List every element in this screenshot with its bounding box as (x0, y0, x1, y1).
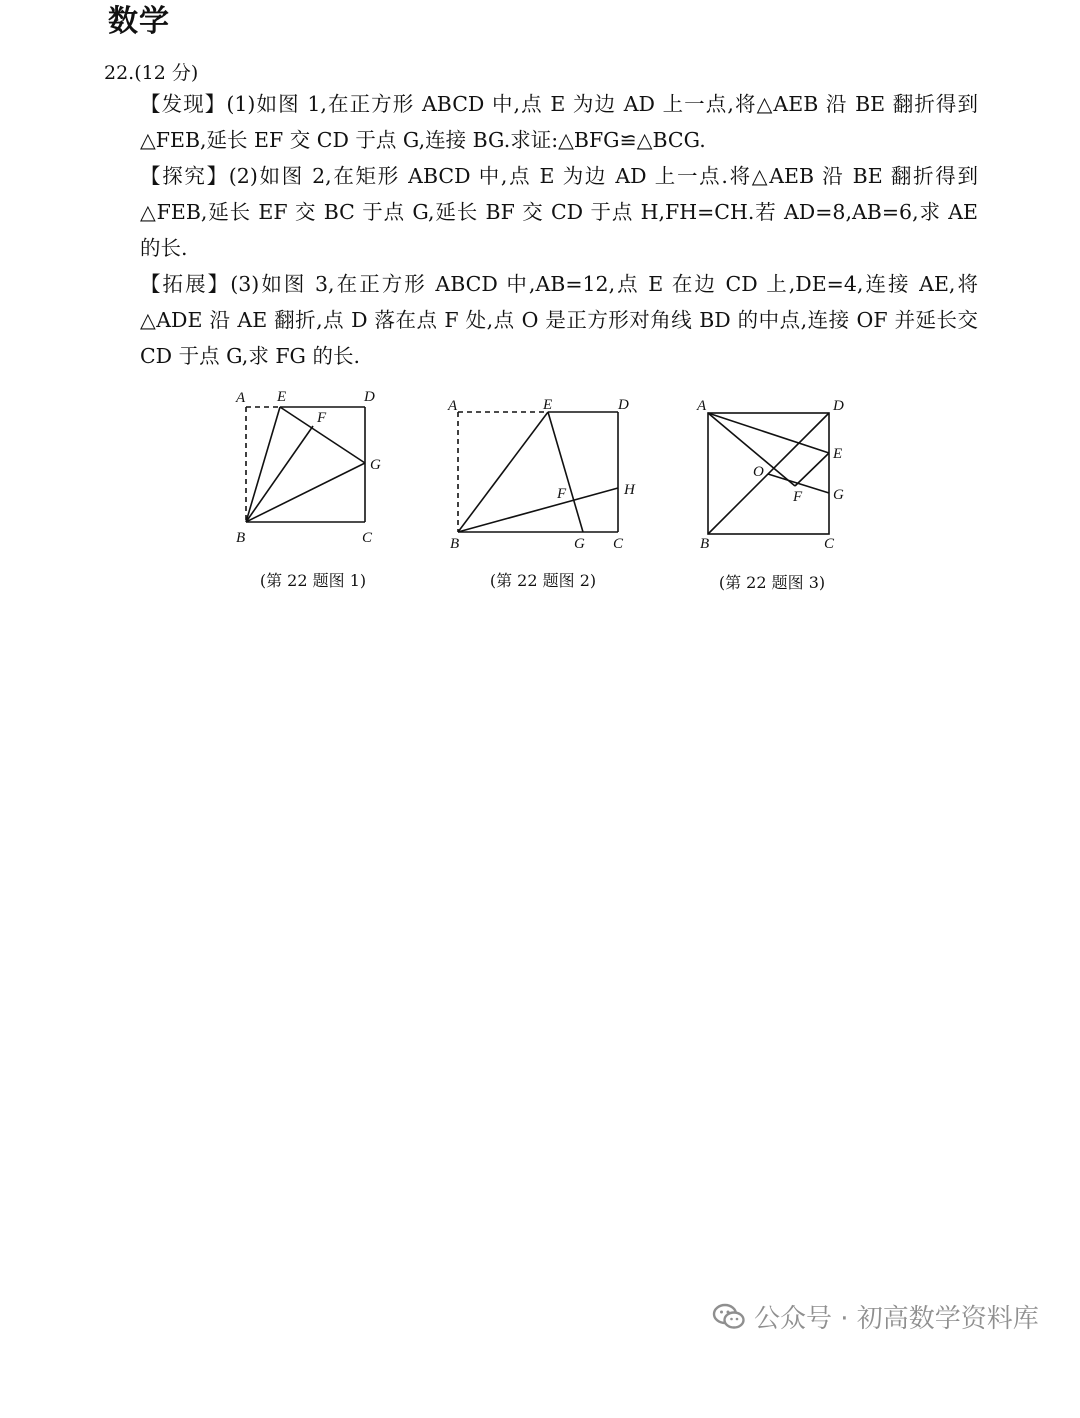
fig2-label-b: B (450, 536, 460, 552)
fig1-label-a: A (236, 390, 246, 406)
fig3-label-d: D (833, 398, 844, 414)
fig1-label-f: F (317, 410, 327, 426)
fig1-label-e: E (277, 389, 287, 405)
fig1-label-d: D (364, 389, 375, 405)
part-3-tag: 【拓展】 (140, 272, 231, 296)
wechat-icon (712, 1302, 746, 1332)
subject-title: 数学 (108, 4, 170, 39)
fig3-segment-af (708, 413, 795, 486)
fig2-label-a: A (448, 398, 458, 414)
fig3-label-e: E (833, 446, 843, 462)
part-1-tag: 【发现】 (140, 92, 227, 116)
fig1-label-c: C (362, 530, 373, 546)
fig3-segment-ae (708, 413, 829, 453)
fig3-label-a: A (697, 398, 707, 414)
part-1-text: (1)如图 1,在正方形 ABCD 中,点 E 为边 AD 上一点,将△AEB 沿 BE 翻折得到△FEB,延长 EF 交 CD 于点 G,连接 BG.求证:△BFG≌△BCG. (140, 92, 979, 152)
fig2-label-f: F (557, 486, 567, 502)
figure-2-caption: (第 22 题图 2) (489, 571, 597, 590)
fig1-label-b: B (236, 530, 246, 546)
part-3-text: (3)如图 3,在正方形 ABCD 中,AB=12,点 E 在边 CD 上,DE=4,连接 AE,将△ADE 沿 AE 翻折,点 D 落在点 F 处,点 O 是正方形对角线 BD 的中点,连接 OF 并延长交 CD 于点 G,求 FG 的长. (140, 272, 978, 368)
figure-1-caption: (第 22 题图 1) (259, 571, 367, 590)
fig2-label-h: H (624, 482, 635, 498)
fig2-label-e: E (543, 397, 553, 413)
part-2-text: (2)如图 2,在矩形 ABCD 中,点 E 为边 AD 上一点.将△AEB 沿 BE 翻折得到△FEB,延长 EF 交 BC 于点 G,延长 BF 交 CD 于点 H,FH=CH.若 AD=8,AB=6,求 AE 的长. (140, 164, 979, 260)
question-number: 22.(12 分) (104, 62, 199, 84)
figure-3-caption: (第 22 题图 3) (718, 573, 826, 592)
fig3-label-g: G (833, 487, 844, 503)
fig3-label-o: O (753, 464, 764, 480)
fig3-label-b: B (700, 536, 710, 552)
fig2-label-d: D (618, 397, 629, 413)
fig3-segment-ef (795, 453, 829, 486)
fig2-label-g: G (574, 536, 585, 552)
watermark (712, 1298, 1039, 1335)
watermark-text: 公众号 · 初高数学资料库 (754, 1304, 1039, 1334)
fig3-label-c: C (824, 536, 835, 552)
part-2-tag: 【探究】 (140, 164, 229, 188)
fig1-label-g: G (370, 457, 381, 473)
fig3-label-f: F (793, 489, 803, 505)
fig2-label-c: C (613, 536, 624, 552)
